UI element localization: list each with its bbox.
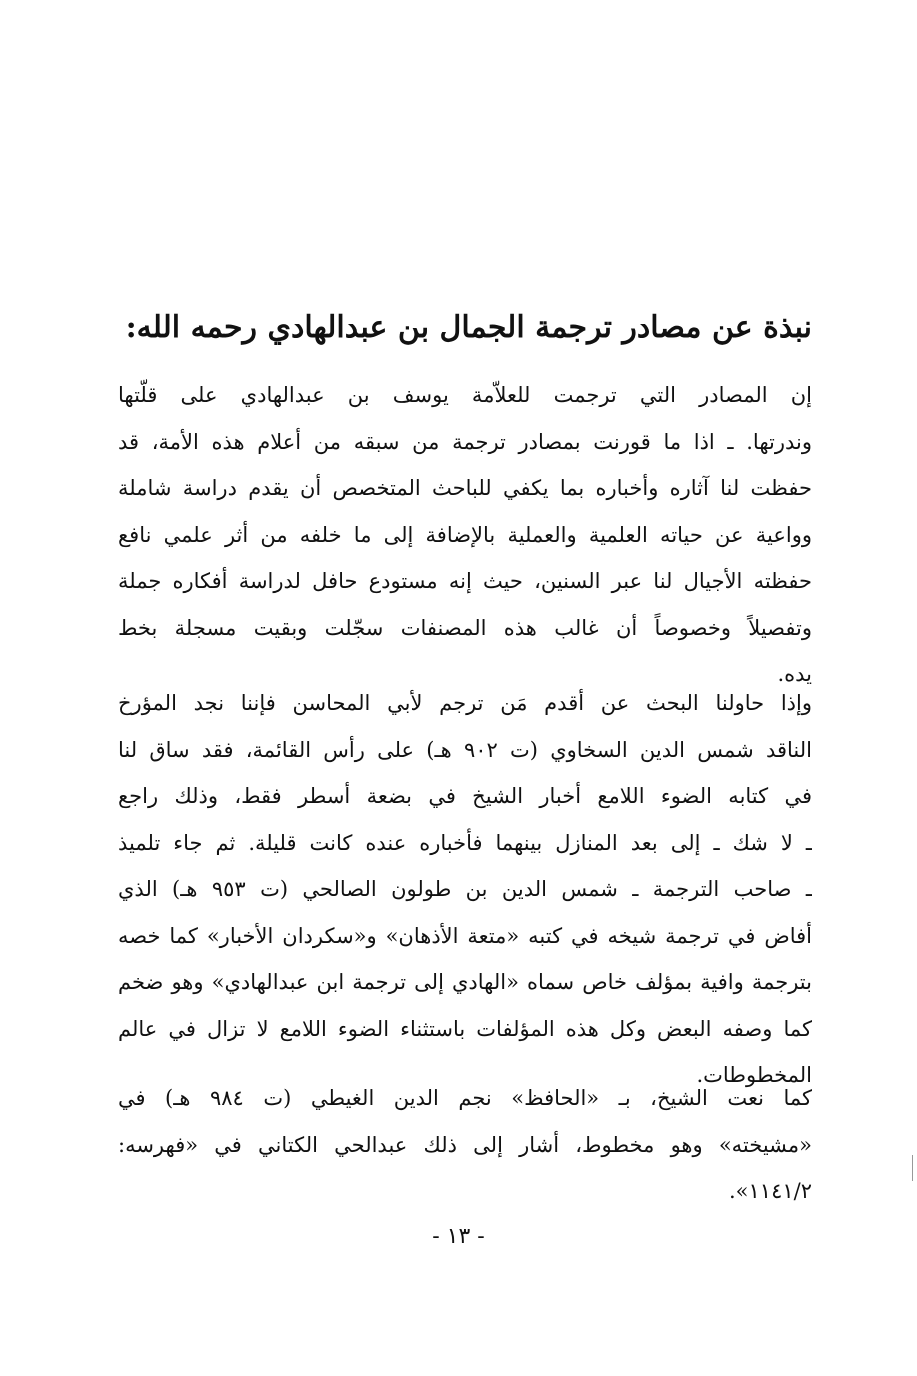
paragraph-line: وإذا حاولنا البحث عن أقدم مَن ترجم لأبي المحاسن فإننا نجد المؤرخ	[118, 691, 812, 715]
paragraph-2	[118, 680, 812, 1099]
paragraph-1	[118, 372, 812, 698]
paragraph-3	[118, 1075, 812, 1215]
paragraph-line: وندرتها. ـ اذا ما قورنت بمصادر ترجمة من سبقه من أعلام هذه الأمة، قد	[118, 429, 812, 454]
paragraph-line: يده.	[777, 662, 812, 686]
paragraph-line: في كتابه الضوء اللامع أخبار الشيخ في بضعة أسطر فقط، وذلك راجع	[118, 784, 812, 808]
paragraph-line: حفظت لنا آثاره وأخباره بما يكفي للباحث المتخصص أن يقدم دراسة شاملة	[118, 476, 812, 500]
section-heading: نبذة عن مصادر ترجمة الجمال بن عبدالهادي رحمه الله:	[125, 310, 812, 345]
paragraph-line: ـ لا شك ـ إلى بعد المنازل بينهما فأخباره عنده كانت قليلة. ثم جاء تلميذ	[118, 830, 812, 855]
paragraph-line: الناقد شمس الدين السخاوي (ت ٩٠٢ هـ) على رأس القائمة، فقد ساق لنا	[118, 737, 812, 762]
paragraph-line: أفاض في ترجمة شيخه في كتبه «متعة الأذهان» و«سكردان الأخبار» كما خصه	[118, 923, 812, 948]
paragraph-line: «مشيخته» وهو مخطوط، أشار إلى ذلك عبدالحي الكتاني في «فهرسه:	[118, 1132, 812, 1157]
scan-edge-mark	[912, 1155, 913, 1181]
paragraph-line: إن المصادر التي ترجمت للعلاّمة يوسف بن عبدالهادي على قلّتها	[118, 383, 812, 407]
paragraph-line: وتفصيلاً وخصوصاً أن غالب هذه المصنفات سجّلت وبقيت مسجلة بخط	[118, 615, 812, 640]
paragraph-line: بترجمة وافية بمؤلف خاص سماه «الهادي إلى ترجمة ابن عبدالهادي» وهو ضخم	[118, 970, 812, 994]
paragraph-line: حفظته الأجيال لنا عبر السنين، حيث إنه مستودع حافل لدراسة أفكاره جملة	[118, 569, 812, 593]
paragraph-line: ١١٤١/٢».	[728, 1179, 812, 1203]
paragraph-line: المخطوطات.	[696, 1063, 812, 1087]
paragraph-line: كما نعت الشيخ، بـ «الحافظ» نجم الدين الغيطي (ت ٩٨٤ هـ) في	[118, 1086, 812, 1110]
paragraph-line: ـ صاحب الترجمة ـ شمس الدين بن طولون الصالحي (ت ٩٥٣ هـ) الذي	[118, 877, 812, 901]
paragraph-line: وواعية عن حياته العلمية والعملية بالإضافة إلى ما خلفه من أثر علمي نافع	[118, 522, 812, 547]
page-number: - ١٣ -	[432, 1224, 485, 1249]
paragraph-line: كما وصفه البعض وكل هذه المؤلفات باستثناء الضوء اللامع لا تزال في عالم	[118, 1016, 812, 1041]
